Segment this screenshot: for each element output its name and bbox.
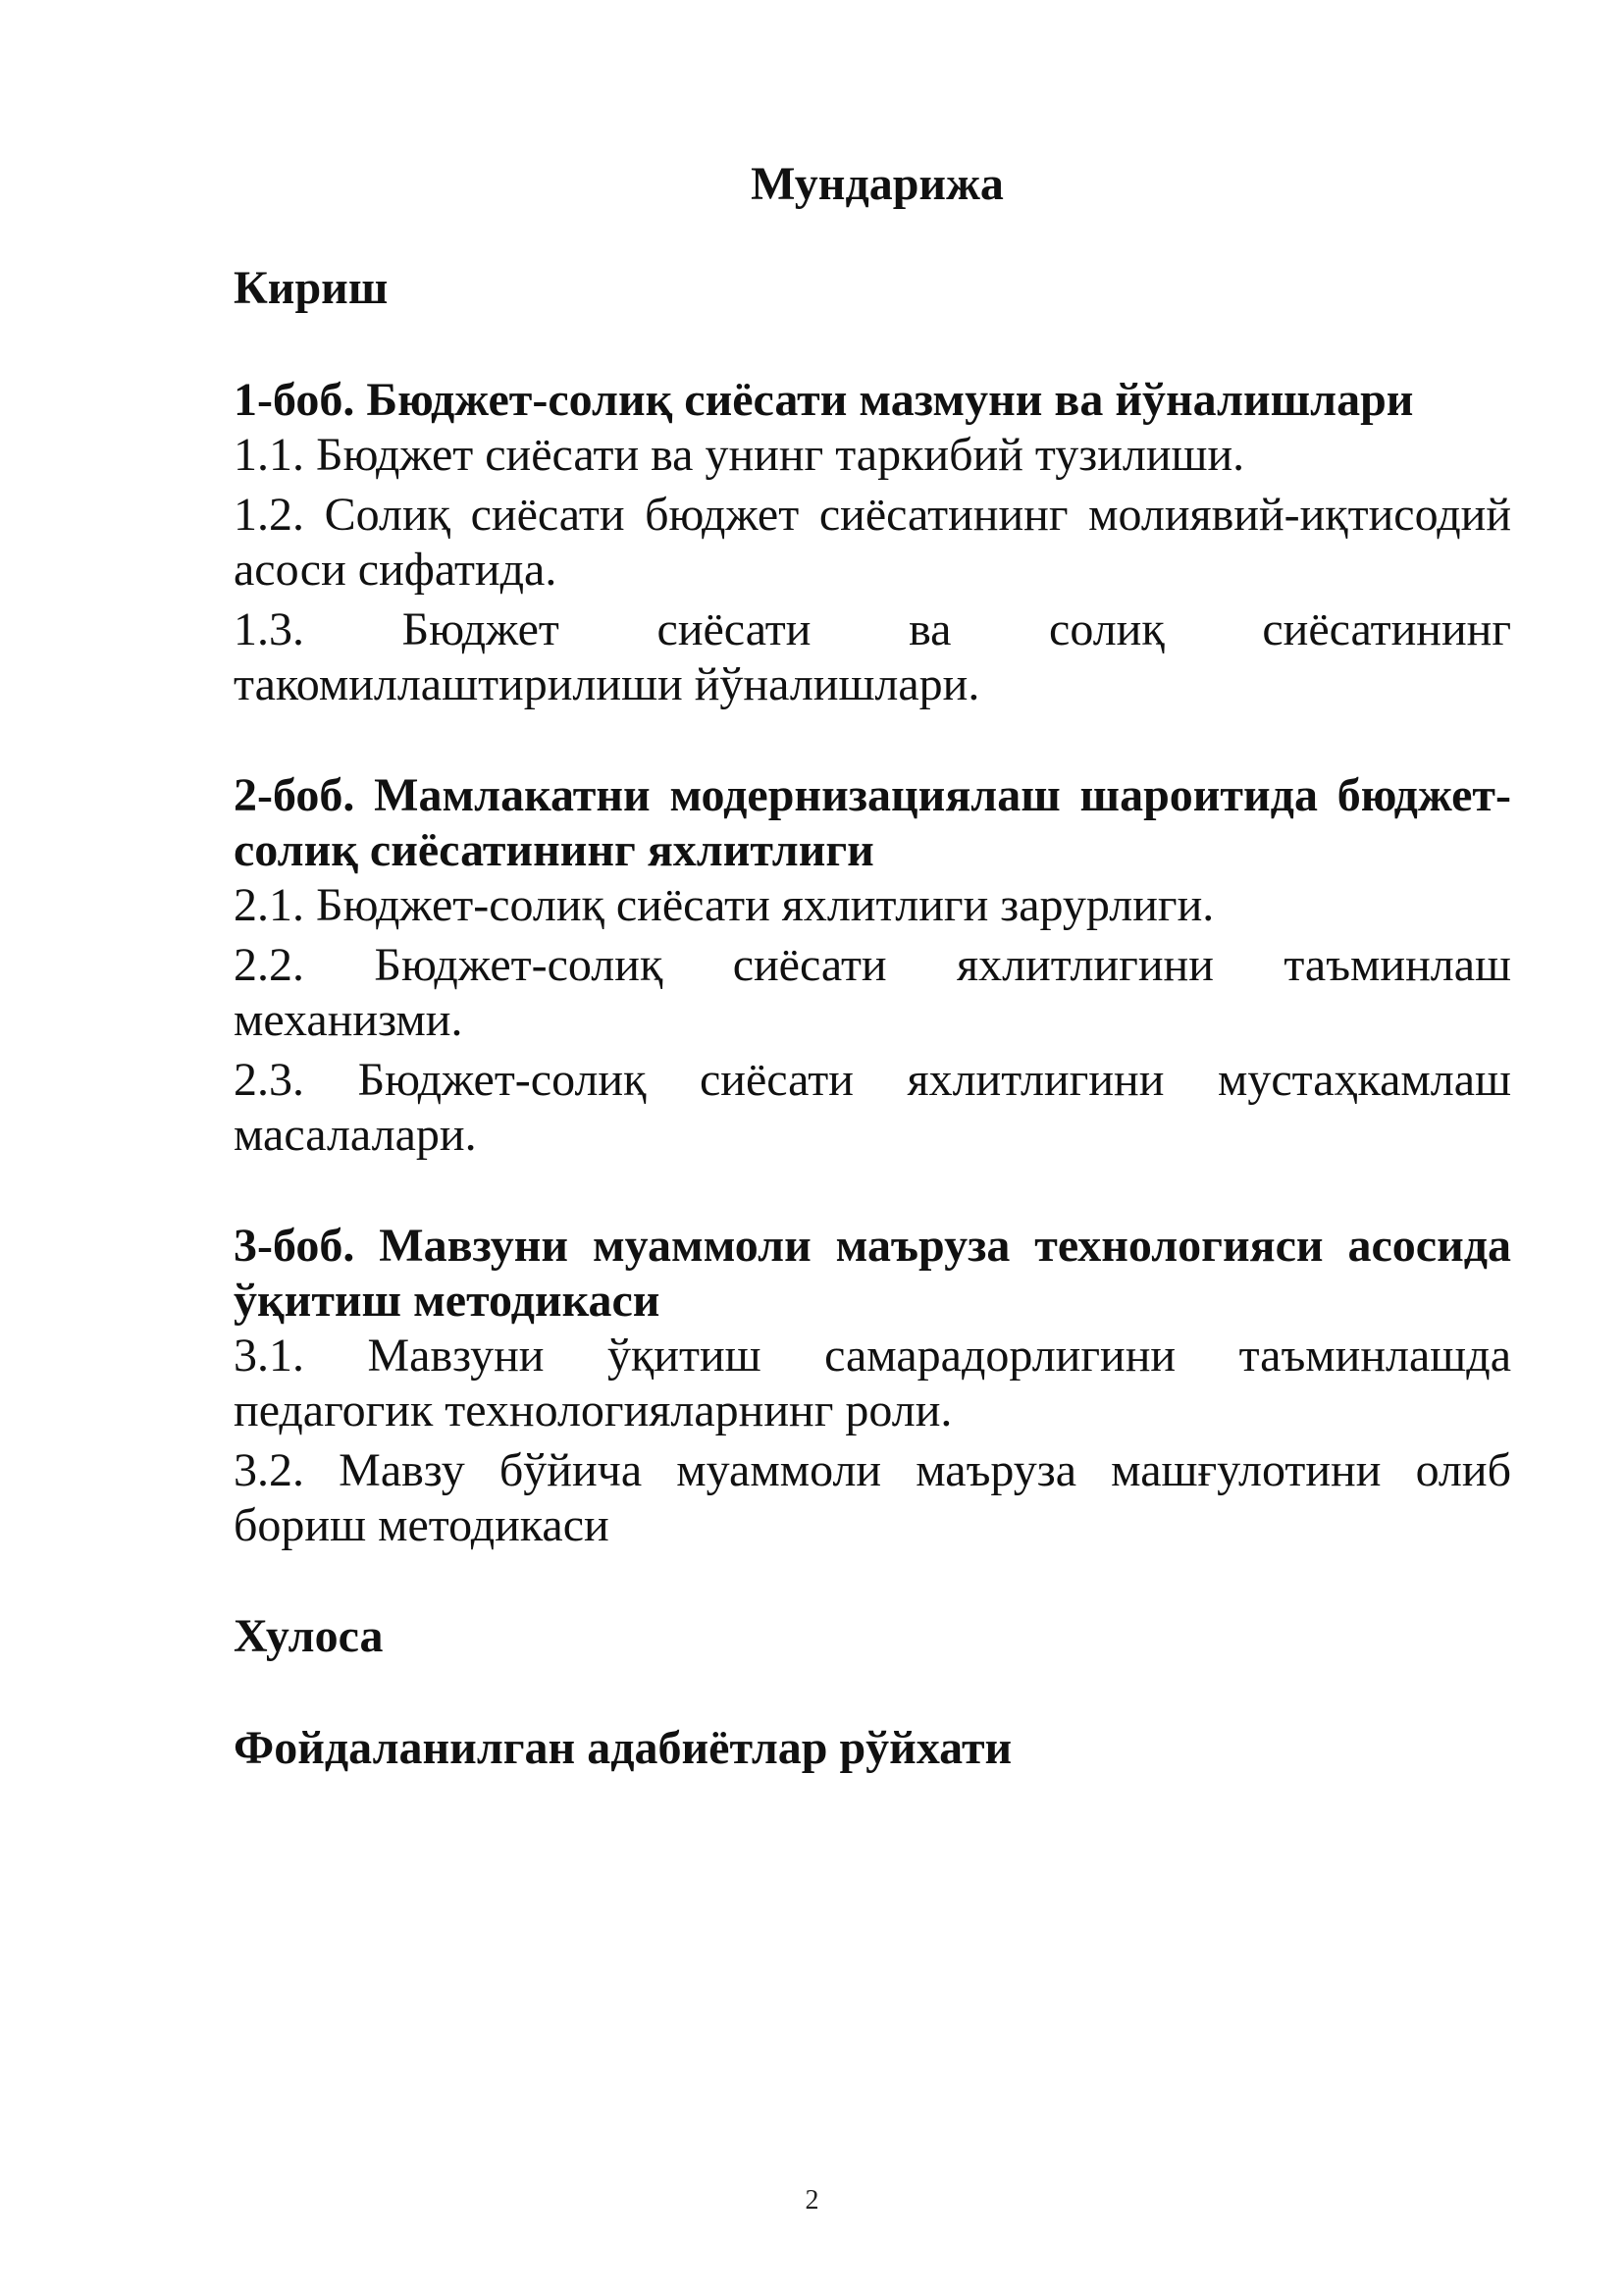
toc-section: 2.3. Бюджет-солиқ сиёсати яхлитлигини мустаҳкамлаш масалалари. bbox=[234, 1054, 1511, 1161]
toc-section: 1.1. Бюджет сиёсати ва унинг таркибий тузилиши. bbox=[234, 429, 1245, 481]
table-of-contents bbox=[234, 150, 1511, 1776]
chapter-heading: 1-боб. Бюджет-солиқ сиёсати мазмуни ва йўналишлари bbox=[234, 374, 1414, 426]
toc-section: 3.2. Мавзу бўйича муаммоли маъруза машғулотини олиб бориш методикаси bbox=[234, 1444, 1511, 1551]
toc-chapter-2 bbox=[234, 768, 1511, 1163]
page-title: Мундарижа bbox=[751, 158, 1004, 210]
chapter-heading: 2-боб. Мамлакатни модернизациялаш шароитида бюджет-солиқ сиёсатининг яхлитлиги bbox=[234, 769, 1511, 876]
toc-section: 3.1. Мавзуни ўқитиш самарадорлигини таъминлашда педагогик технологияларнинг роли. bbox=[234, 1330, 1511, 1436]
chapter-heading: 3-боб. Мавзуни муаммоли маъруза технологияси асосида ўқитиш методикаси bbox=[234, 1220, 1511, 1327]
toc-section: 1.2. Солиқ сиёсати бюджет сиёсатининг молиявий-иқтисодий асоси сифатида. bbox=[234, 489, 1511, 596]
toc-conclusion: Хулоса bbox=[234, 1610, 384, 1662]
toc-references: Фойдаланилган адабиётлар рўйхати bbox=[234, 1722, 1013, 1774]
toc-section: 2.1. Бюджет-солиқ сиёсати яхлитлиги зарурлиги. bbox=[234, 879, 1215, 931]
toc-section: 1.3. Бюджет сиёсати ва солиқ сиёсатининг такомиллаштирилиши йўналишлари. bbox=[234, 603, 1511, 710]
toc-chapter-3 bbox=[234, 1219, 1511, 1553]
toc-intro: Кириш bbox=[234, 262, 389, 314]
page-number: 2 bbox=[805, 2185, 819, 2216]
toc-chapter-1 bbox=[234, 373, 1511, 712]
toc-section: 2.2. Бюджет-солиқ сиёсати яхлитлигини таъминлаш механизми. bbox=[234, 939, 1511, 1046]
